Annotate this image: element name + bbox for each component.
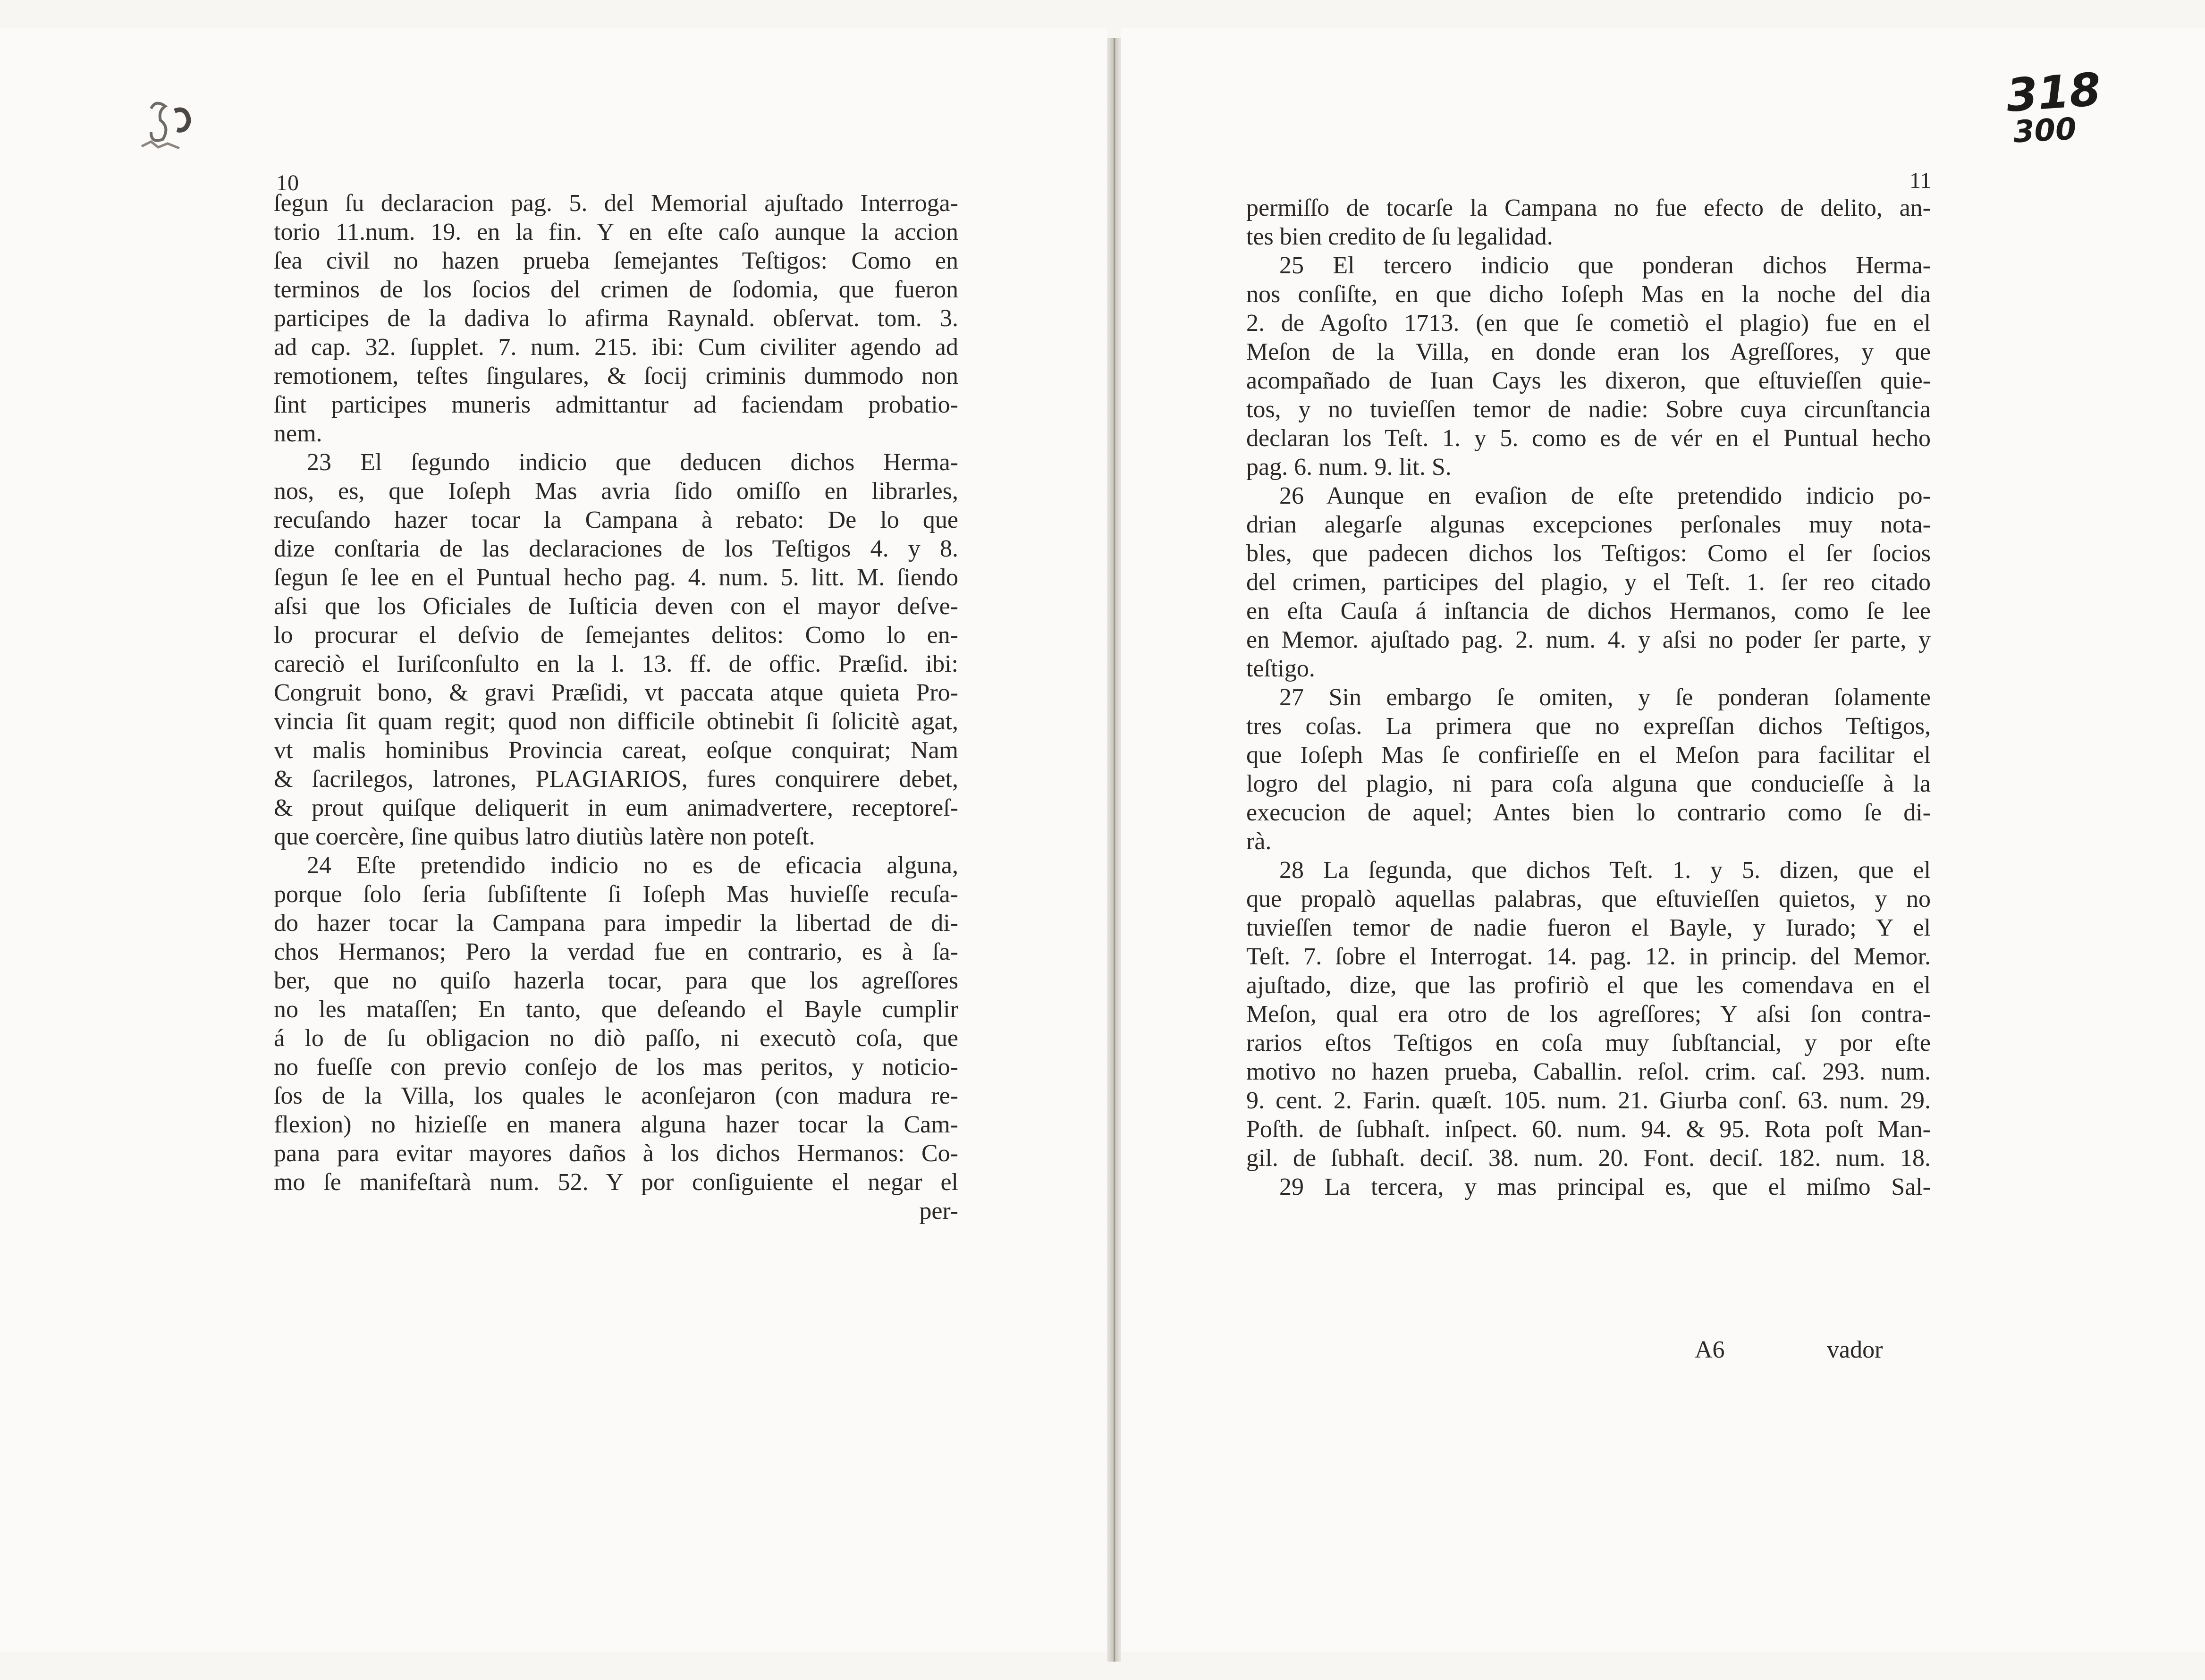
paragraph-start: 25 El tercero indicio que ponderan dichos Herma- — [1279, 252, 1931, 279]
text-line: ajuſtado, dize, que las profiriò el que les comendava en el — [1246, 972, 1931, 999]
text-line: Teſt. 7. ſobre el Interrogat. 14. pag. 12. in princip. del Memor. — [1246, 943, 1931, 970]
text-line: chos Hermanos; Pero la verdad fue en contrario, es à ſa- — [274, 938, 958, 965]
text-line: del crimen, participes del plagio, y el Teſt. 1. ſer reo citado — [1246, 569, 1931, 596]
paragraph-start: 26 Aunque en evaſion de eſte pretendido indicio po- — [1279, 482, 1931, 509]
paragraph-start: 29 La tercera, y mas principal es, que el miſmo Sal- — [1279, 1173, 1931, 1200]
text-line: execucion de aquel; Antes bien lo contrario como ſe di- — [1246, 799, 1931, 826]
text-line: nos, es, que Ioſeph Mas avria ſido omiſſo en librarles, — [274, 478, 958, 505]
text-line: acompañado de Iuan Cays les dixeron, que eſtuvieſſen quie- — [1246, 367, 1931, 394]
text-line: & prout quiſque deliquerit in eum animadvertere, receptoreſ- — [274, 794, 958, 821]
text-line: ſea civil no hazen prueba ſemejantes Teſtigos: Como en — [274, 247, 958, 274]
page-number: 11 — [1909, 168, 1932, 193]
text-line: torio 11.num. 19. en la fin. Y en eſte caſo aunque la accion — [274, 219, 958, 245]
text-line: que coercère, ſine quibus latro diutiùs latère non poteſt. — [274, 823, 815, 850]
library-stamp — [132, 94, 217, 165]
page-number: 10 — [276, 170, 299, 195]
text-line: teſtigo. — [1246, 655, 1315, 682]
text-line: ſegun ſu declaracion pag. 5. del Memorial ajuſtado Interroga- — [274, 190, 958, 217]
text-line: rà. — [1246, 828, 1272, 855]
text-line: lo procurar el deſvio de ſemejantes delitos: Como lo en- — [274, 622, 958, 649]
text-line: 9. cent. 2. Farin. quæſt. 105. num. 21. Giurba conſ. 63. num. 29. — [1246, 1087, 1931, 1114]
text-line: Meſon, qual era otro de los agreſſores; Y aſsi ſon contra- — [1246, 1001, 1931, 1028]
text-line: porque ſolo ſeria ſubſiſtente ſi Ioſeph Mas huvieſſe recuſa- — [274, 881, 958, 908]
text-line: & ſacrilegos, latrones, PLAGIARIOS, fures conquirere debet, — [274, 766, 958, 793]
text-line: do hazer tocar la Campana para impedir la libertad de di- — [274, 910, 958, 937]
left-text-block — [274, 189, 958, 1225]
text-line: que propalò aquellas palabras, que eſtuvieſſen quietos, y no — [1246, 886, 1931, 912]
right-text-block — [1246, 194, 1931, 1201]
text-line: nos conſiſte, en que dicho Ioſeph Mas en la noche del dia — [1246, 281, 1931, 308]
text-line: gil. de ſubhaſt. deciſ. 38. num. 20. Font. deciſ. 182. num. 18. — [1246, 1145, 1931, 1172]
text-line: vincia ſit quam regit; quod non difficile obtinebit ſi ſolicitè agat, — [274, 708, 958, 735]
text-line: rarios eſtos Teſtigos en coſa muy ſubſtancial, y por eſte — [1246, 1030, 1931, 1056]
text-line: pag. 6. num. 9. lit. S. — [1246, 454, 1452, 481]
handwritten-folio-number: 300 — [2012, 111, 2078, 150]
paragraph-start: 23 El ſegundo indicio que deducen dichos Herma- — [307, 449, 958, 476]
text-line: 2. de Agoſto 1713. (en que ſe cometiò el plagio) fue en el — [1246, 310, 1931, 337]
left-page — [0, 28, 1107, 1652]
paragraph-start: 27 Sin embargo ſe omiten, y ſe ponderan ſolamente — [1279, 684, 1931, 711]
text-line: tres coſas. La primera que no expreſſan dichos Teſtigos, — [1246, 713, 1931, 740]
text-line: vt malis hominibus Provincia careat, eoſque conquirat; Nam — [274, 737, 958, 764]
text-line: drian alegarſe algunas excepciones perſonales muy nota- — [1246, 511, 1931, 538]
text-line: Meſon de la Villa, en donde eran los Agreſſores, y que — [1246, 338, 1931, 365]
text-line: motivo no hazen prueba, Caballin. reſol. crim. caſ. 293. num. — [1246, 1058, 1931, 1085]
text-line: tes bien credito de ſu legalidad. — [1246, 223, 1553, 250]
text-line: participes de la dadiva lo afirma Raynald. obſervat. tom. 3. — [274, 305, 958, 332]
right-page — [1121, 28, 2205, 1652]
text-line: pana para evitar mayores daños à los dichos Hermanos: Co- — [274, 1140, 958, 1167]
text-line: mo ſe manifeſtarà num. 52. Y por conſiguiente el negar el — [274, 1169, 958, 1196]
text-line: nem. — [274, 420, 322, 447]
book-gutter — [1107, 38, 1121, 1662]
text-line: en Memor. ajuſtado pag. 2. num. 4. y aſsi no poder ſer parte, y — [1246, 626, 1931, 653]
text-line: ber, que no quiſo hazerla tocar, para que los agreſſores — [274, 967, 958, 994]
text-line: no les mataſſen; En tanto, que deſeando el Bayle cumplir — [274, 996, 958, 1023]
text-line: recuſando hazer tocar la Campana à rebato: De lo que — [274, 507, 958, 533]
text-line: Congruit bono, & gravi Præſidi, vt paccata atque quieta Pro- — [274, 679, 958, 706]
text-line: no fueſſe con previo conſejo de los mas peritos, y noticio- — [274, 1054, 958, 1081]
catchword: vador — [1827, 1336, 1883, 1363]
text-line: remotionem, teſtes ſingulares, & ſocij criminis dummodo non — [274, 363, 958, 389]
text-line: careciò el Iuriſconſulto en la l. 13. ff. de offic. Præſid. ibi: — [274, 650, 958, 677]
text-line: declaran los Teſt. 1. y 5. como es de vér en el Puntual hecho — [1246, 425, 1931, 452]
text-line: terminos de los ſocios del crimen de ſodomia, que fueron — [274, 276, 958, 303]
signature-mark: A6 — [1695, 1336, 1725, 1363]
paragraph-start: 28 La ſegunda, que dichos Teſt. 1. y 5. dizen, que el — [1279, 857, 1931, 884]
text-line: tuvieſſen temor de nadie fueron el Bayle, y Iurado; Y el — [1246, 914, 1931, 941]
text-line: permiſſo de tocarſe la Campana no fue efecto de delito, an- — [1246, 194, 1931, 221]
text-line: Poſth. de ſubhaſt. inſpect. 60. num. 94. & 95. Rota poſt Man- — [1246, 1116, 1931, 1143]
text-line: que Ioſeph Mas ſe confirieſſe en el Meſon para facilitar el — [1246, 742, 1931, 768]
catchword: per- — [919, 1198, 958, 1224]
text-line: aſsi que los Oficiales de Iuſticia deven con el mayor deſve- — [274, 593, 958, 620]
text-line: logro del plagio, ni para coſa alguna que conducieſſe à la — [1246, 770, 1931, 797]
text-line: tos, y no tuvieſſen temor de nadie: Sobre cuya circunſtancia — [1246, 396, 1931, 423]
text-line: ad cap. 32. ſupplet. 7. num. 215. ibi: Cum civiliter agendo ad — [274, 334, 958, 361]
text-line: ſint participes muneris admittantur ad faciendam probatio- — [274, 391, 958, 418]
text-line: á lo de ſu obligacion no diò paſſo, ni executò coſa, que — [274, 1025, 958, 1052]
text-line: dize conſtaria de las declaraciones de los Teſtigos 4. y 8. — [274, 535, 958, 562]
text-line: ſegun ſe lee en el Puntual hecho pag. 4. num. 5. litt. M. ſiendo — [274, 564, 958, 591]
text-line: ſos de la Villa, los quales le aconſejaron (con madura re- — [274, 1082, 958, 1109]
text-line: flexion) no hizieſſe en manera alguna hazer tocar la Cam- — [274, 1111, 958, 1138]
text-line: bles, que padecen dichos los Teſtigos: Como el ſer ſocios — [1246, 540, 1931, 567]
paragraph-start: 24 Eſte pretendido indicio no es de eficacia alguna, — [307, 852, 958, 879]
handwritten-folio-number: 318 — [2004, 63, 2103, 122]
text-line: en eſta Cauſa á inſtancia de dichos Hermanos, como ſe lee — [1246, 598, 1931, 625]
